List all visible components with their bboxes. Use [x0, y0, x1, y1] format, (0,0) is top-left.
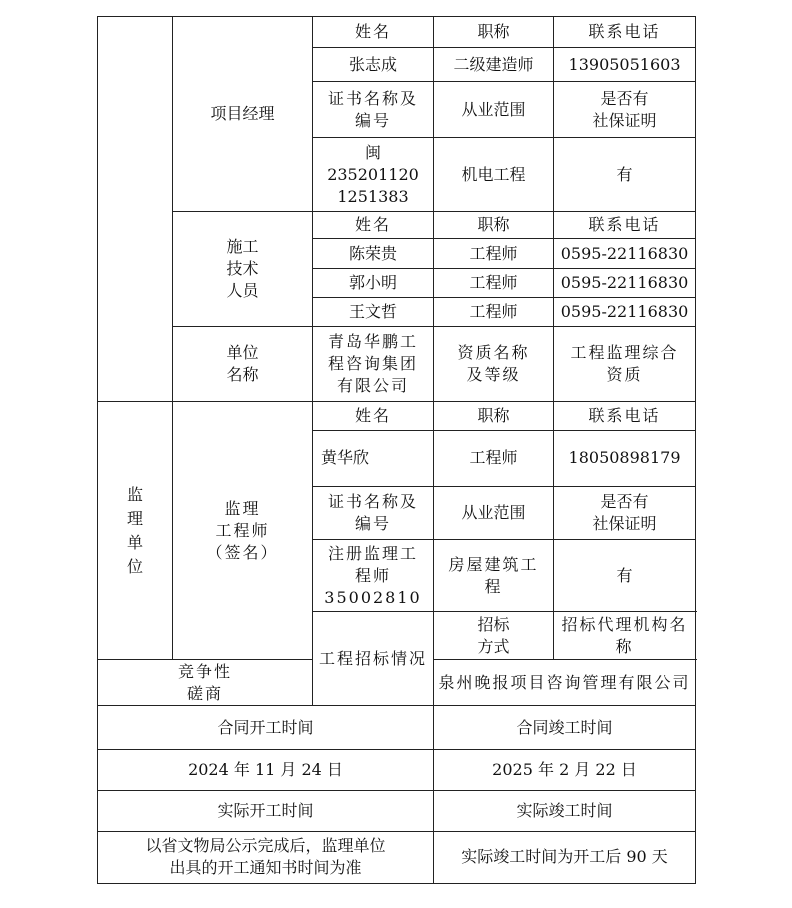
tech-title: 工程师 [434, 297, 554, 326]
pm-name: 张志成 [313, 48, 434, 82]
tech-section-label: 施工 技术 人员 [173, 212, 313, 326]
pm-header-name: 姓名 [313, 17, 434, 48]
sup-cert-value: 注册监理工 程师 35002810 [313, 540, 434, 612]
sup-phone: 18050898179 [554, 430, 696, 486]
tech-title: 工程师 [434, 268, 554, 297]
sup-scope-value: 房屋建筑工 程 [434, 540, 554, 612]
tech-header-title: 职称 [434, 212, 554, 239]
sup-qual-label: 资质名称 及等级 [434, 326, 554, 401]
sup-group-label: 监 理 单 位 [98, 401, 173, 660]
tech-title: 工程师 [434, 239, 554, 268]
tech-phone: 0595-22116830 [554, 239, 696, 268]
pm-scope-header: 从业范围 [434, 82, 554, 138]
actual-start-label: 实际开工时间 [98, 790, 434, 831]
bid-method-value: 竞争性 磋商 [98, 660, 313, 706]
pm-phone: 13905051603 [554, 48, 696, 82]
actual-end-note: 实际竣工时间为开工后 90 天 [434, 831, 696, 883]
blank-group-cell [98, 17, 173, 402]
actual-start-note: 以省文物局公示完成后，监理单位 出具的开工通知书时间为准 [98, 831, 434, 883]
sup-name: 黄华欣 [313, 430, 434, 486]
sup-unit-name: 青岛华鹏工 程咨询集团 有限公司 [313, 326, 434, 401]
contract-start-label: 合同开工时间 [98, 706, 434, 749]
sup-header-name: 姓名 [313, 401, 434, 430]
pm-section-label: 项目经理 [173, 17, 313, 212]
bid-method-label: 招标 方式 [434, 612, 554, 660]
pm-title: 二级建造师 [434, 48, 554, 82]
pm-social-value: 有 [554, 138, 696, 212]
tech-phone: 0595-22116830 [554, 268, 696, 297]
contract-end-date: 2025 年 2 月 22 日 [434, 749, 696, 790]
actual-end-label: 实际竣工时间 [434, 790, 696, 831]
pm-cert-header: 证书名称及 编号 [313, 82, 434, 138]
tech-name: 郭小明 [313, 268, 434, 297]
sup-scope-header: 从业范围 [434, 487, 554, 540]
contract-end-label: 合同竣工时间 [434, 706, 696, 749]
tech-header-phone: 联系电话 [554, 212, 696, 239]
sup-unit-label: 单位 名称 [173, 326, 313, 401]
pm-scope-value: 机电工程 [434, 138, 554, 212]
sup-qual-value: 工程监理综合 资质 [554, 326, 696, 401]
contract-start-date: 2024 年 11 月 24 日 [98, 749, 434, 790]
sup-title: 工程师 [434, 430, 554, 486]
sup-header-phone: 联系电话 [554, 401, 696, 430]
sup-social-header: 是否有 社保证明 [554, 487, 696, 540]
sup-cert-header: 证书名称及 编号 [313, 487, 434, 540]
tech-name: 陈荣贵 [313, 239, 434, 268]
pm-header-title: 职称 [434, 17, 554, 48]
bid-label: 工程招标情况 [313, 612, 434, 706]
bid-agency-value: 泉州晚报项目咨询管理有限公司 [434, 660, 696, 706]
pm-cert-value: 闽 235201120 1251383 [313, 138, 434, 212]
project-info-table [97, 16, 696, 884]
sup-social-value: 有 [554, 540, 696, 612]
pm-social-header: 是否有 社保证明 [554, 82, 696, 138]
bid-agency-label: 招标代理机构名称 [554, 612, 696, 660]
sup-header-title: 职称 [434, 401, 554, 430]
tech-name: 王文哲 [313, 297, 434, 326]
sup-engineer-label: 监理 工程师 （签名） [173, 401, 313, 660]
tech-header-name: 姓名 [313, 212, 434, 239]
tech-phone: 0595-22116830 [554, 297, 696, 326]
pm-header-phone: 联系电话 [554, 17, 696, 48]
